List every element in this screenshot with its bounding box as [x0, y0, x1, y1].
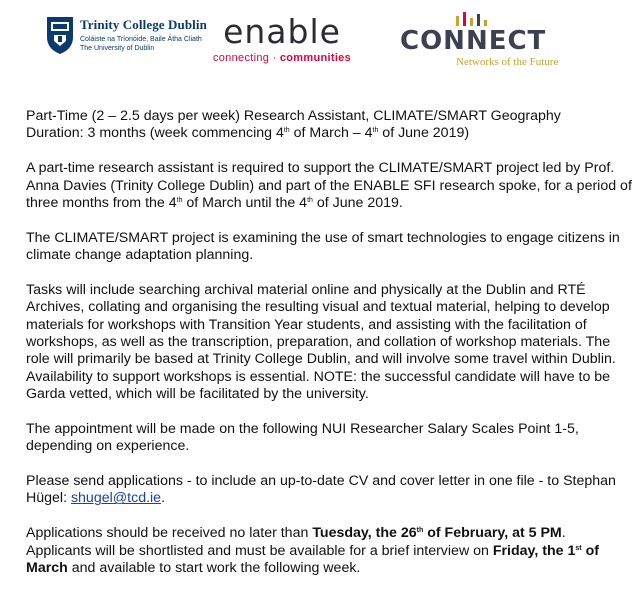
deadline-paragraph: [26, 525, 632, 577]
intro-paragraph: [26, 160, 632, 212]
job-post: [26, 108, 632, 595]
deadline-text-a: Applications should be received no later than: [26, 525, 313, 542]
connect-wordmark: CONNECT: [400, 26, 547, 56]
tcd-crest-icon: [45, 15, 75, 55]
project-paragraph: The CLIMATE/SMART project is examining the use of smart technologies to engage citizens in climate change adaptation planning.: [26, 229, 620, 264]
duration-text-a: Duration: 3 months (week commencing 4: [26, 125, 284, 142]
connect-logo: [400, 12, 600, 72]
tcd-name: Trinity College Dublin: [80, 17, 207, 32]
enable-tagline: [207, 52, 357, 64]
deadline-text-b: . Applicants will be shortlisted and must be available for a brief interview on: [26, 525, 566, 559]
salary-paragraph: The appointment will be made on the following NUI Researcher Salary Scales Point 1-5, depending on experience.: [26, 420, 579, 455]
enable-tag-connecting: connecting: [212, 52, 270, 64]
duration-text-b: of March – 4: [289, 125, 373, 142]
enable-tag-communities: communities: [279, 52, 352, 64]
connect-subtitle: Networks of the Future: [456, 56, 559, 68]
logo-header: [0, 0, 637, 80]
duration-sup-2: th: [372, 127, 379, 135]
enable-tag-dot: ·: [269, 52, 280, 64]
interview-date-b: of March: [26, 542, 599, 576]
deadline-date-sup: th: [416, 527, 424, 535]
intro-text-c: of June 2019.: [312, 194, 403, 211]
duration-text-c: of June 2019): [378, 125, 470, 142]
deadline-text-c: and available to start work the following week.: [67, 559, 361, 576]
intro-sup-2: th: [307, 196, 313, 204]
post-duration: [26, 125, 469, 141]
tcd-wordmark: [80, 17, 207, 52]
post-title: Part-Time (2 – 2.5 days per week) Research Assistant, CLIMATE/SMART Geography: [26, 108, 561, 124]
email-link[interactable]: shugel@tcd.ie: [70, 490, 162, 507]
intro-text-a: A part-time research assistant is required to support the CLIMATE/SMART project led by Prof. Anna Davies (Trinity College Dublin) and part of the ENABLE SFI research spoke, for a period of three months from the 4: [26, 160, 632, 211]
apply-text: Please send applications - to include an up-to-date CV and cover letter in one file - to Stephan Hügel:: [26, 472, 616, 507]
deadline-date: [312, 525, 561, 541]
interview-date-sup: st: [575, 544, 582, 552]
duration-sup-1: th: [283, 127, 290, 135]
intro-text-b: of March until the 4: [182, 194, 308, 211]
tasks-paragraph: Tasks will include searching archival material online and physically at the Dublin and RTÉ Archives, collating and organising the resulting visual and textual material, helping to develop materials for workshops with Transition Year students, and assisting with the facilitation of workshops, as well as the transcription, preparation, and collation of workshop materials. The role will primarily be based at Trinity College Dublin, and will involve some travel within Dublin. Availability to support workshops is essential. NOTE: the successful candidate will have to be Garda vetted, which will be facilitated by the university.: [26, 281, 616, 403]
post-header: [26, 108, 632, 143]
interview-date-a: Friday, the 1: [492, 542, 576, 559]
apply-paragraph: [26, 473, 632, 508]
apply-period: .: [161, 490, 166, 507]
deadline-date-b: of February, at 5 PM: [423, 525, 562, 542]
enable-logo: [207, 14, 357, 64]
enable-wordmark: enable: [223, 12, 341, 51]
tcd-university: The University of Dublin: [80, 45, 155, 52]
deadline-date-a: Tuesday, the 26: [312, 525, 417, 542]
intro-sup-1: th: [176, 196, 183, 204]
tcd-irish-name: Coláiste na Tríonóide, Baile Átha Cliath: [80, 36, 202, 43]
